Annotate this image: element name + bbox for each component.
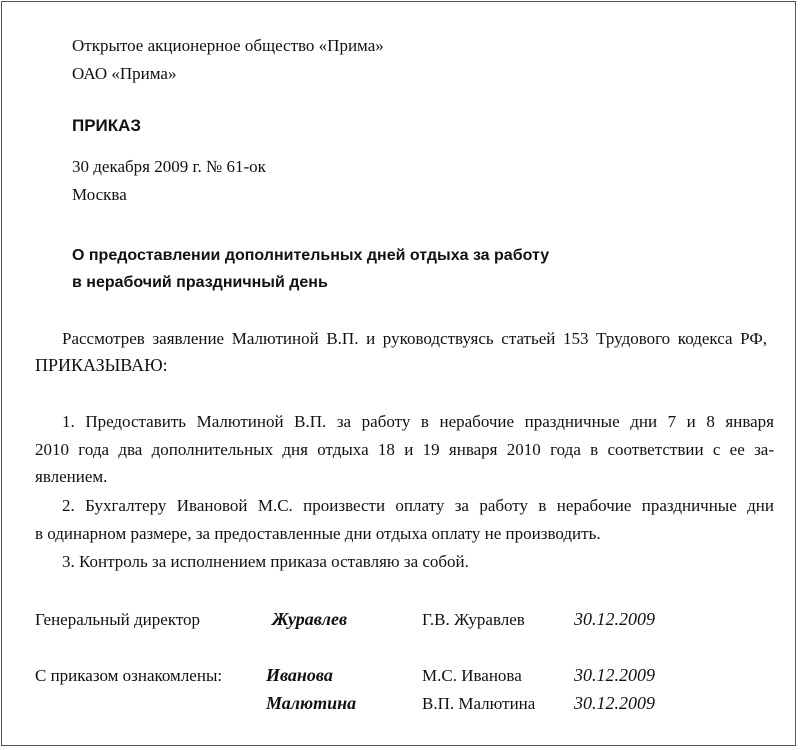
acquainted-name: М.С. Иванова [422,666,522,685]
acquainted-signature: Иванова [266,665,333,685]
preamble-line-2: ПРИКАЗЫВАЮ: [35,355,168,375]
item-2-line-2: в одинарном размере, за предоставленные дни отдыха оплату не производить. [35,524,601,543]
item-1-line-2: 2010 года два дополнительных дня отдыха 18 и 19 января 2010 года в соответствии с ее за- [35,440,774,459]
preamble-line-1: Рассмотрев заявление Малютиной В.П. и руководствуясь статьей 153 Трудового кодекса РФ, [62,329,767,348]
acquainted-name: В.П. Малютина [422,694,536,713]
acquainted-date: 30.12.2009 [574,693,655,713]
document-type: ПРИКАЗ [72,116,142,135]
document-place: Москва [72,185,127,204]
director-name: Г.В. Журавлев [422,610,525,629]
acquainted-label: С приказом ознакомлены: [35,666,223,685]
item-1-line-1: 1. Предоставить Малютиной В.П. за работу в нерабочие праздничные дни 7 и 8 января [62,412,774,431]
acquainted-signature: Малютина [266,693,357,713]
director-signature: Журавлев [272,609,348,629]
item-2-line-1: 2. Бухгалтеру Ивановой М.С. произвести оплату за работу в нерабочие праздничные дни [62,496,774,515]
acquainted-date: 30.12.2009 [574,665,655,685]
director-date: 30.12.2009 [574,609,655,629]
title-line-1: О предоставлении дополнительных дней отдыха за работу [72,247,550,264]
item-3-line-1: 3. Контроль за исполнением приказа оставляю за собой. [62,552,469,571]
director-position: Генеральный директор [35,610,201,629]
organization-short-name: ОАО «Прима» [72,64,177,83]
order-document [1,1,796,746]
organization-full-name: Открытое акционерное общество «Прима» [72,36,384,55]
item-1-line-3: явлением. [35,467,108,486]
document-date-number: 30 декабря 2009 г. № 61-ок [72,157,266,176]
title-line-2: в нерабочий праздничный день [72,274,328,291]
